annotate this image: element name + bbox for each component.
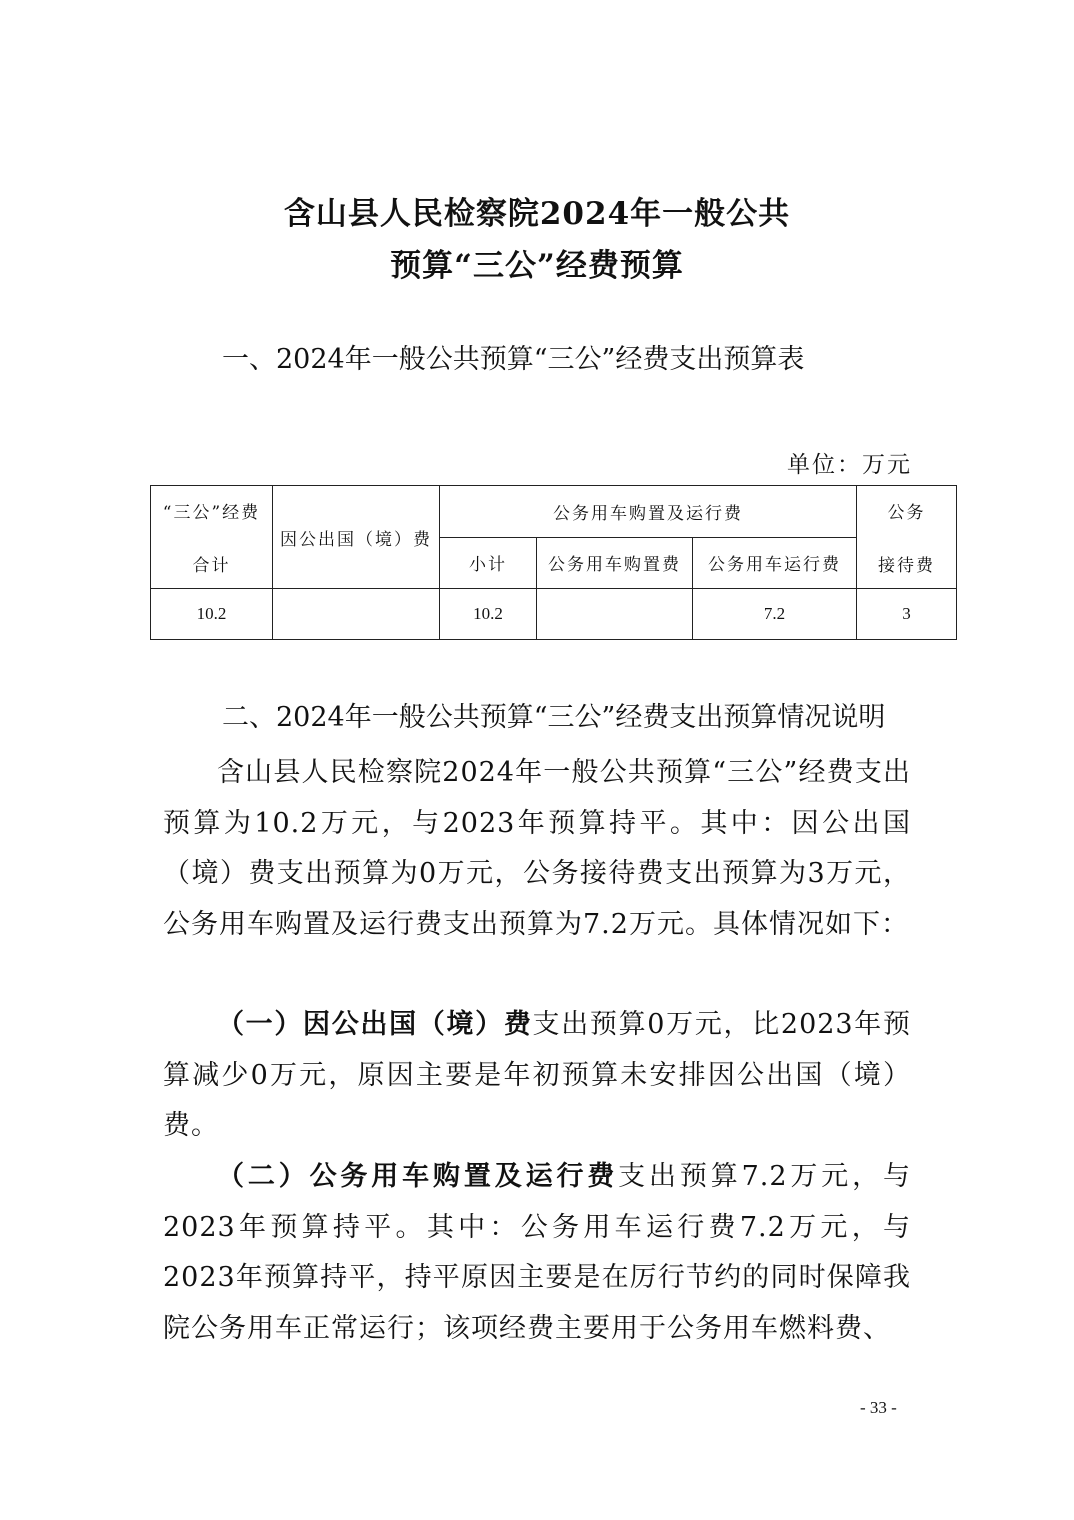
paragraph-summary-text: 含山县人民检察院2024年一般公共预算“三公”经费支出预算为10.2万元，与2023年预算持平。其中：因公出国（境）费支出预算为0万元，公务接待费支出预算为3万元，公务用车购置及运行费支出预算为7.2万元。具体情况如下： — [163, 757, 911, 940]
header-total-bottom: 合计 — [192, 556, 231, 576]
cell-overseas — [273, 589, 440, 640]
header-subtotal: 小计 — [440, 537, 537, 589]
section1-heading: 一、2024年一般公共预算“三公”经费支出预算表 — [222, 344, 805, 375]
header-total-cell — [151, 486, 273, 589]
item1-text: 支出预算0万元，比2023年预算减少0万元，原因主要是年初预算未安排因公出国（境）费。 — [163, 1009, 911, 1141]
header-vehicle-operation: 公务用车运行费 — [693, 537, 857, 589]
cell-vehicle-operation: 7.2 — [693, 589, 857, 640]
cell-total: 10.2 — [151, 589, 273, 640]
section2-heading: 二、2024年一般公共预算“三公”经费支出预算情况说明 — [222, 702, 886, 733]
document-title-line2: 预算“三公”经费预算 — [390, 248, 684, 284]
unit-label: 单位：万元 — [787, 452, 912, 478]
cell-vehicle-purchase — [537, 589, 693, 640]
item2-text: 支出预算7.2万元，与2023年预算持平。其中：公务用车运行费7.2万元，与2023年预算持平，持平原因主要是在厉行节约的同时保障我院公务用车正常运行；该项经费主要用于公务用车燃料费、 — [163, 1161, 911, 1344]
header-vehicle-purchase: 公务用车购置费 — [537, 537, 693, 589]
cell-subtotal: 10.2 — [440, 589, 537, 640]
header-total-top: “三公”经费 — [162, 503, 261, 523]
budget-table — [150, 485, 957, 640]
cell-hospitality: 3 — [857, 589, 957, 640]
header-hospitality-cell — [857, 486, 957, 589]
item1-label: （一）因公出国（境）费 — [217, 1009, 533, 1040]
item2-label: （二）公务用车购置及运行费 — [217, 1161, 619, 1192]
header-hospitality-bottom: 接待费 — [878, 556, 936, 576]
document-title-line1: 含山县人民检察院2024年一般公共 — [283, 196, 791, 232]
paragraph-summary — [163, 748, 911, 950]
paragraph-item2 — [163, 1152, 911, 1354]
paragraph-item1 — [163, 1000, 911, 1152]
header-hospitality-top: 公务 — [887, 503, 926, 523]
page-number: - 33 - — [860, 1398, 897, 1417]
header-overseas: 因公出国（境）费 — [273, 486, 440, 589]
header-vehicle-group: 公务用车购置及运行费 — [440, 486, 857, 538]
